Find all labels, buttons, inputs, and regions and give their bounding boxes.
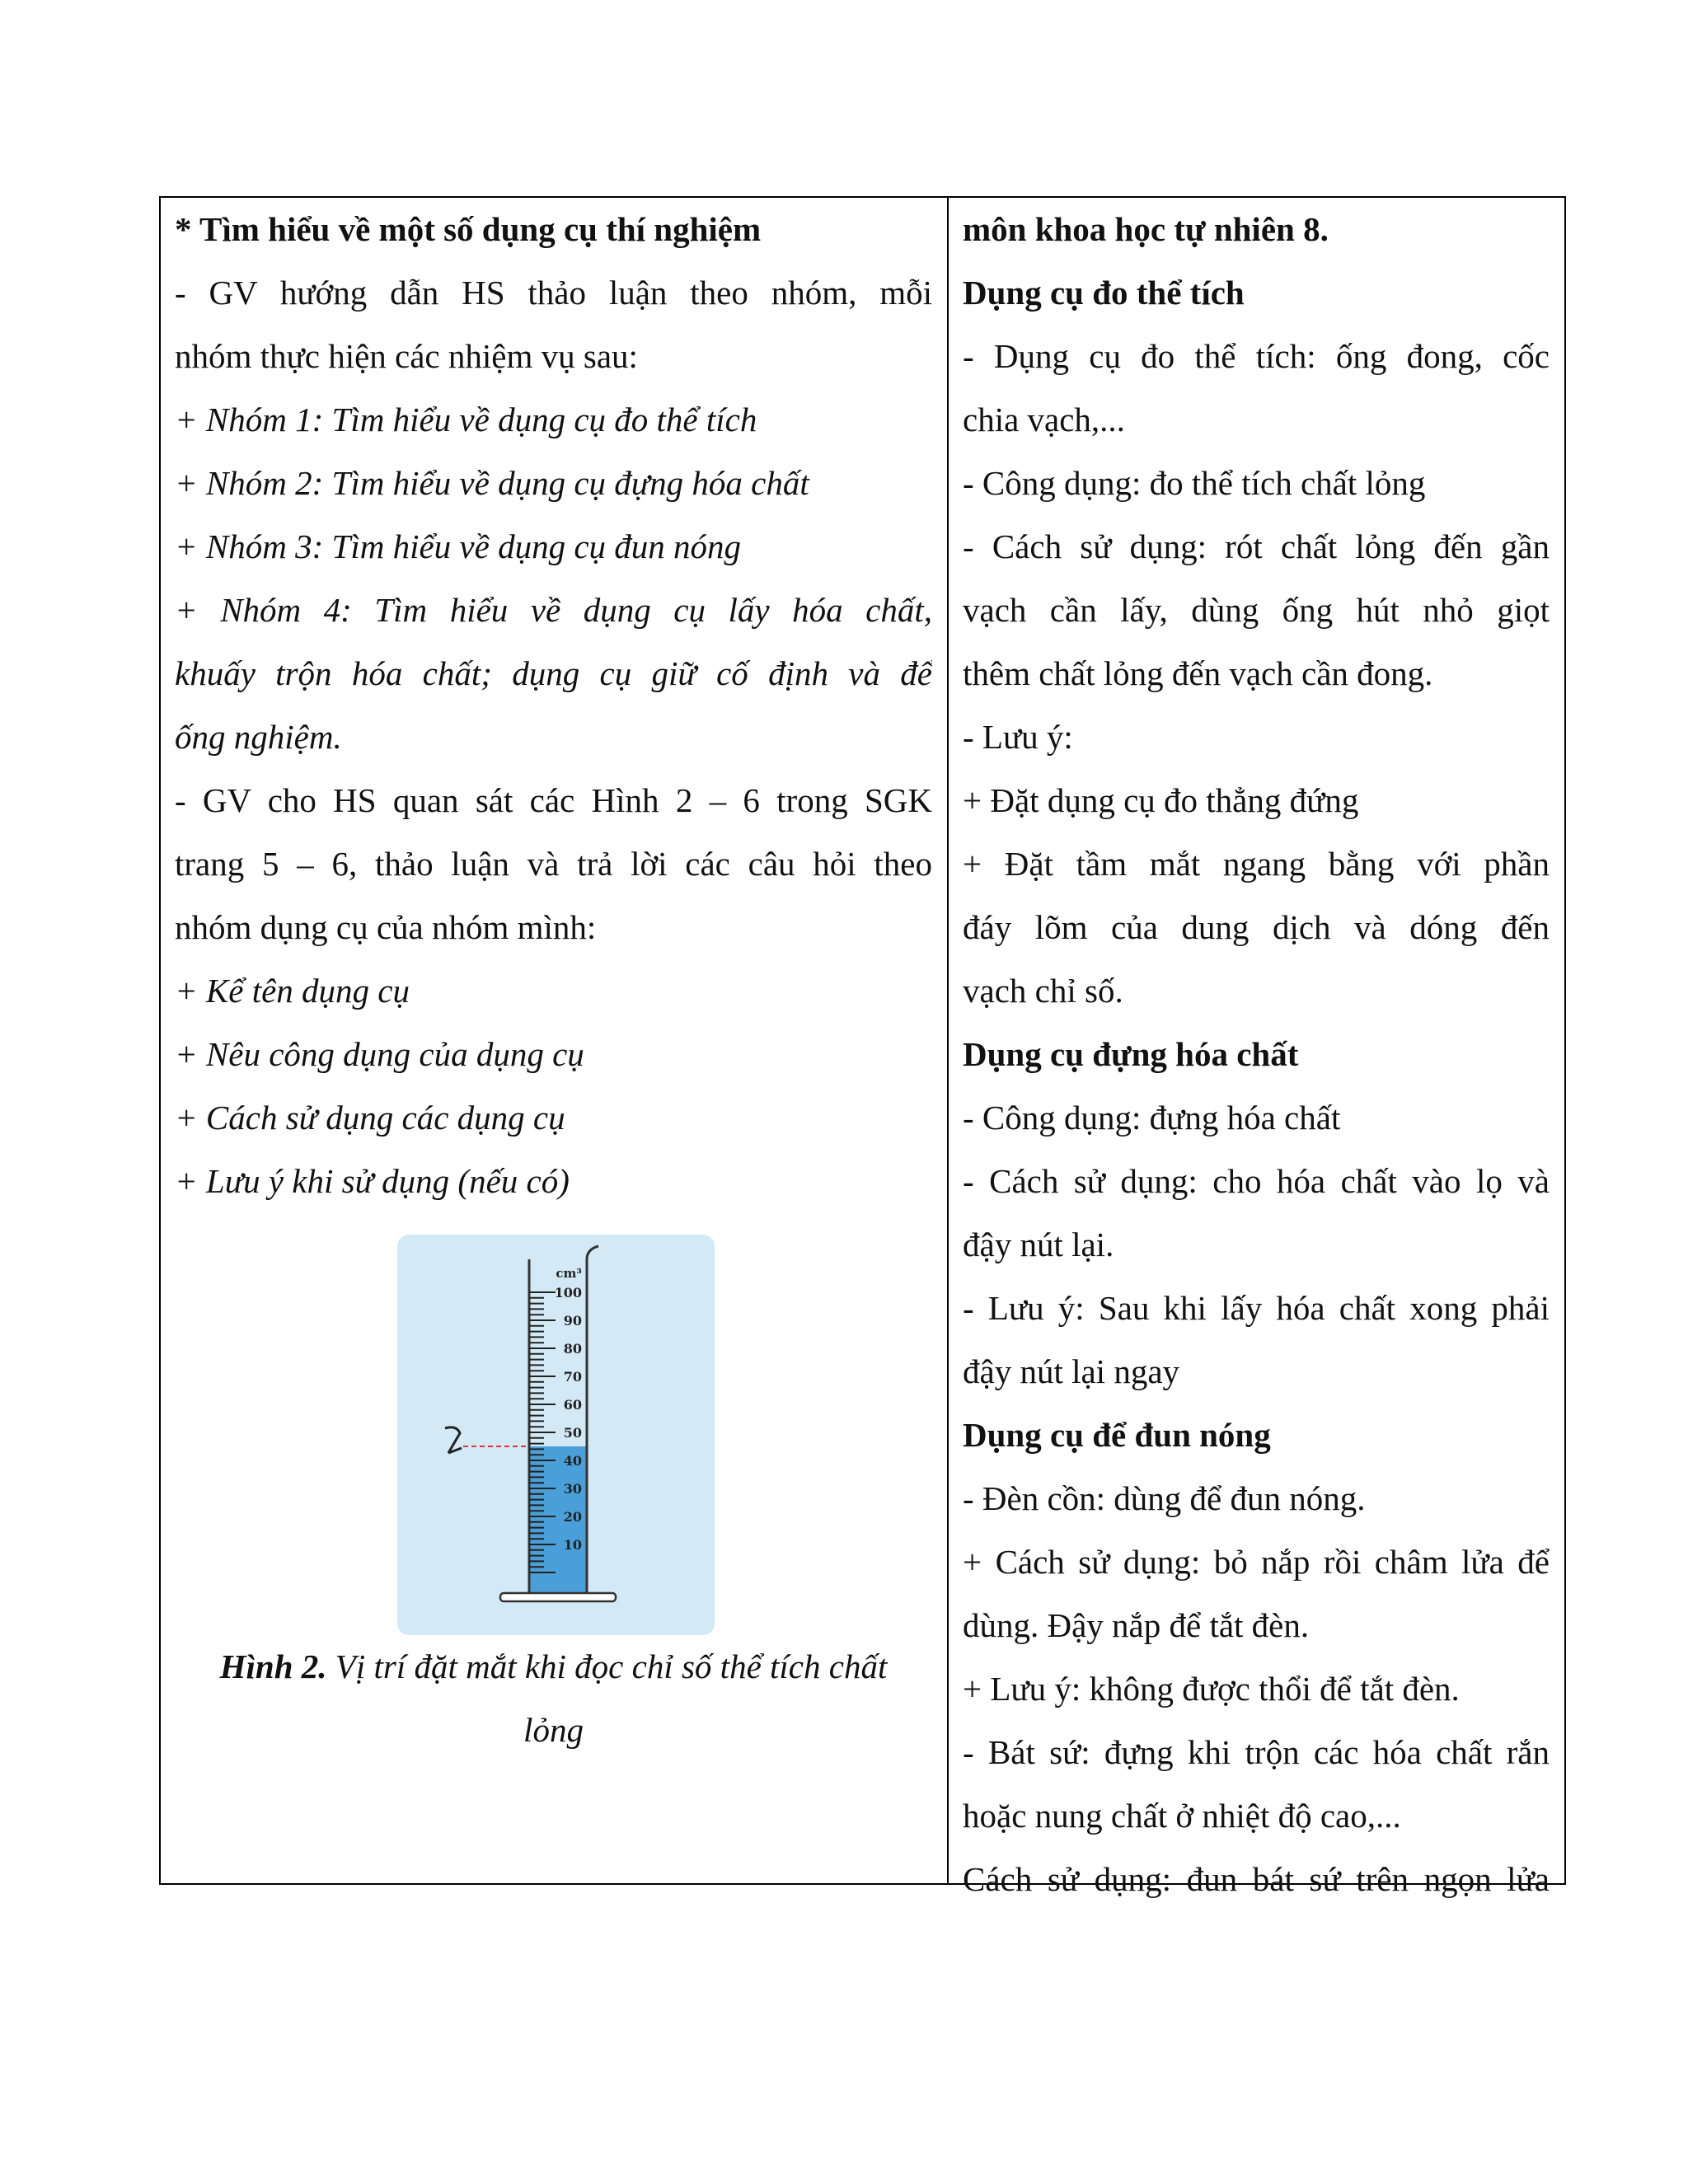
right-lines	[963, 198, 1550, 1911]
right-text-line: đáy lõm của dung dịch và dóng đến	[963, 908, 1550, 946]
right-column	[949, 198, 1564, 1898]
figure-caption	[175, 1635, 932, 1762]
scale-label: 70	[563, 1369, 582, 1385]
left-text-line: ống nghiệm.	[175, 718, 342, 756]
left-lines	[175, 198, 932, 1213]
left-text-line: + Kể tên dụng cụ	[175, 972, 410, 1010]
right-text-line: - Lưu ý:	[963, 718, 1073, 756]
right-text-line: vạch chỉ số.	[963, 972, 1123, 1010]
right-text-line: + Đặt tầm mắt ngang bằng với phần	[963, 845, 1550, 883]
scale-label: 80	[563, 1341, 582, 1357]
left-text-line: + Nhóm 1: Tìm hiểu về dụng cụ đo thể tích	[175, 401, 757, 438]
left-column	[161, 198, 949, 1883]
left-text-line: nhóm thực hiện các nhiệm vụ sau:	[175, 337, 638, 375]
left-text-line: - GV hướng dẫn HS thảo luận theo nhóm, mỗi	[175, 274, 932, 312]
right-text-line: - Cách sử dụng: rót chất lỏng đến gần	[963, 527, 1550, 565]
right-text-line: vạch cần lấy, dùng ống hút nhỏ giọt	[963, 591, 1550, 629]
right-text-line: dùng. Đậy nắp để tắt đèn.	[963, 1606, 1310, 1644]
figure-graduated-cylinder	[175, 1235, 932, 1635]
right-text-line: - Công dụng: đựng hóa chất	[963, 1099, 1341, 1137]
right-text-line: + Lưu ý: không được thổi để tắt đèn.	[963, 1670, 1460, 1708]
left-text-line: + Cách sử dụng các dụng cụ	[175, 1099, 565, 1137]
right-text-line: - Bát sứ: đựng khi trộn các hóa chất rắn	[963, 1733, 1550, 1771]
right-text-line: - Dụng cụ đo thể tích: ống đong, cốc	[963, 337, 1550, 375]
right-text-line: hoặc nung chất ở nhiệt độ cao,...	[963, 1797, 1401, 1835]
left-text-line: * Tìm hiểu về một số dụng cụ thí nghiệm	[175, 210, 762, 248]
right-text-line: Cách sử dụng: đun bát sứ trên ngọn lửa	[963, 1860, 1550, 1898]
right-text-line: đậy nút lại ngay	[963, 1352, 1180, 1390]
left-text-line: + Nhóm 4: Tìm hiểu về dụng cụ lấy hóa chất,	[175, 591, 932, 629]
cylinder-base	[500, 1593, 616, 1601]
scale-label: 50	[563, 1425, 582, 1441]
left-text-line: nhóm dụng cụ của nhóm mình:	[175, 908, 597, 946]
graduated-cylinder-illustration	[397, 1235, 715, 1635]
right-text-line: đậy nút lại.	[963, 1226, 1114, 1263]
right-text-line: - Đèn cồn: dùng để đun nóng.	[963, 1479, 1366, 1517]
scale-unit: cm³	[556, 1266, 582, 1281]
right-text-line: Dụng cụ đo thể tích	[963, 274, 1245, 312]
scale-label: 100	[554, 1285, 582, 1301]
scale-label: 30	[563, 1481, 582, 1497]
scale-label: 40	[563, 1453, 582, 1469]
right-text-line: - Lưu ý: Sau khi lấy hóa chất xong phải	[963, 1289, 1550, 1327]
left-text-line: + Lưu ý khi sử dụng (nếu có)	[175, 1162, 570, 1200]
right-text-line: môn khoa học tự nhiên 8.	[963, 210, 1329, 248]
right-text-line: thêm chất lỏng đến vạch cần đong.	[963, 654, 1433, 692]
left-text-line: + Nhóm 3: Tìm hiểu về dụng cụ đun nóng	[175, 527, 742, 565]
scale-label: 90	[563, 1313, 582, 1329]
right-text-line: + Đặt dụng cụ đo thẳng đứng	[963, 781, 1359, 819]
figure-caption-text: Vị trí đặt mắt khi đọc chỉ số thể tích chất	[326, 1647, 888, 1685]
right-text-line: + Cách sử dụng: bỏ nắp rồi châm lửa để	[963, 1543, 1550, 1581]
right-text-line: Dụng cụ để đun nóng	[963, 1416, 1271, 1454]
scale-label: 20	[563, 1509, 582, 1525]
right-text-line: Dụng cụ đựng hóa chất	[963, 1035, 1299, 1073]
right-text-line: chia vạch,...	[963, 401, 1125, 438]
left-text-line: trang 5 – 6, thảo luận và trả lời các câu hỏi theo	[175, 845, 932, 883]
scale-label: 10	[563, 1537, 582, 1553]
scale-label: 60	[563, 1397, 582, 1413]
figure-caption-label: Hình 2.	[219, 1647, 327, 1685]
right-text-line: - Cách sử dụng: cho hóa chất vào lọ và	[963, 1162, 1550, 1200]
left-text-line: - GV cho HS quan sát các Hình 2 – 6 trong SGK	[175, 781, 932, 819]
content-table	[159, 196, 1566, 1898]
left-text-line: + Nhóm 2: Tìm hiểu về dụng cụ đựng hóa chất	[175, 464, 809, 502]
right-text-line: - Công dụng: đo thể tích chất lỏng	[963, 464, 1426, 502]
left-text-line: + Nêu công dụng của dụng cụ	[175, 1035, 584, 1073]
left-text-line: khuấy trộn hóa chất; dụng cụ giữ cố định và để	[175, 654, 932, 692]
figure-caption-line2: lỏng	[523, 1711, 584, 1749]
